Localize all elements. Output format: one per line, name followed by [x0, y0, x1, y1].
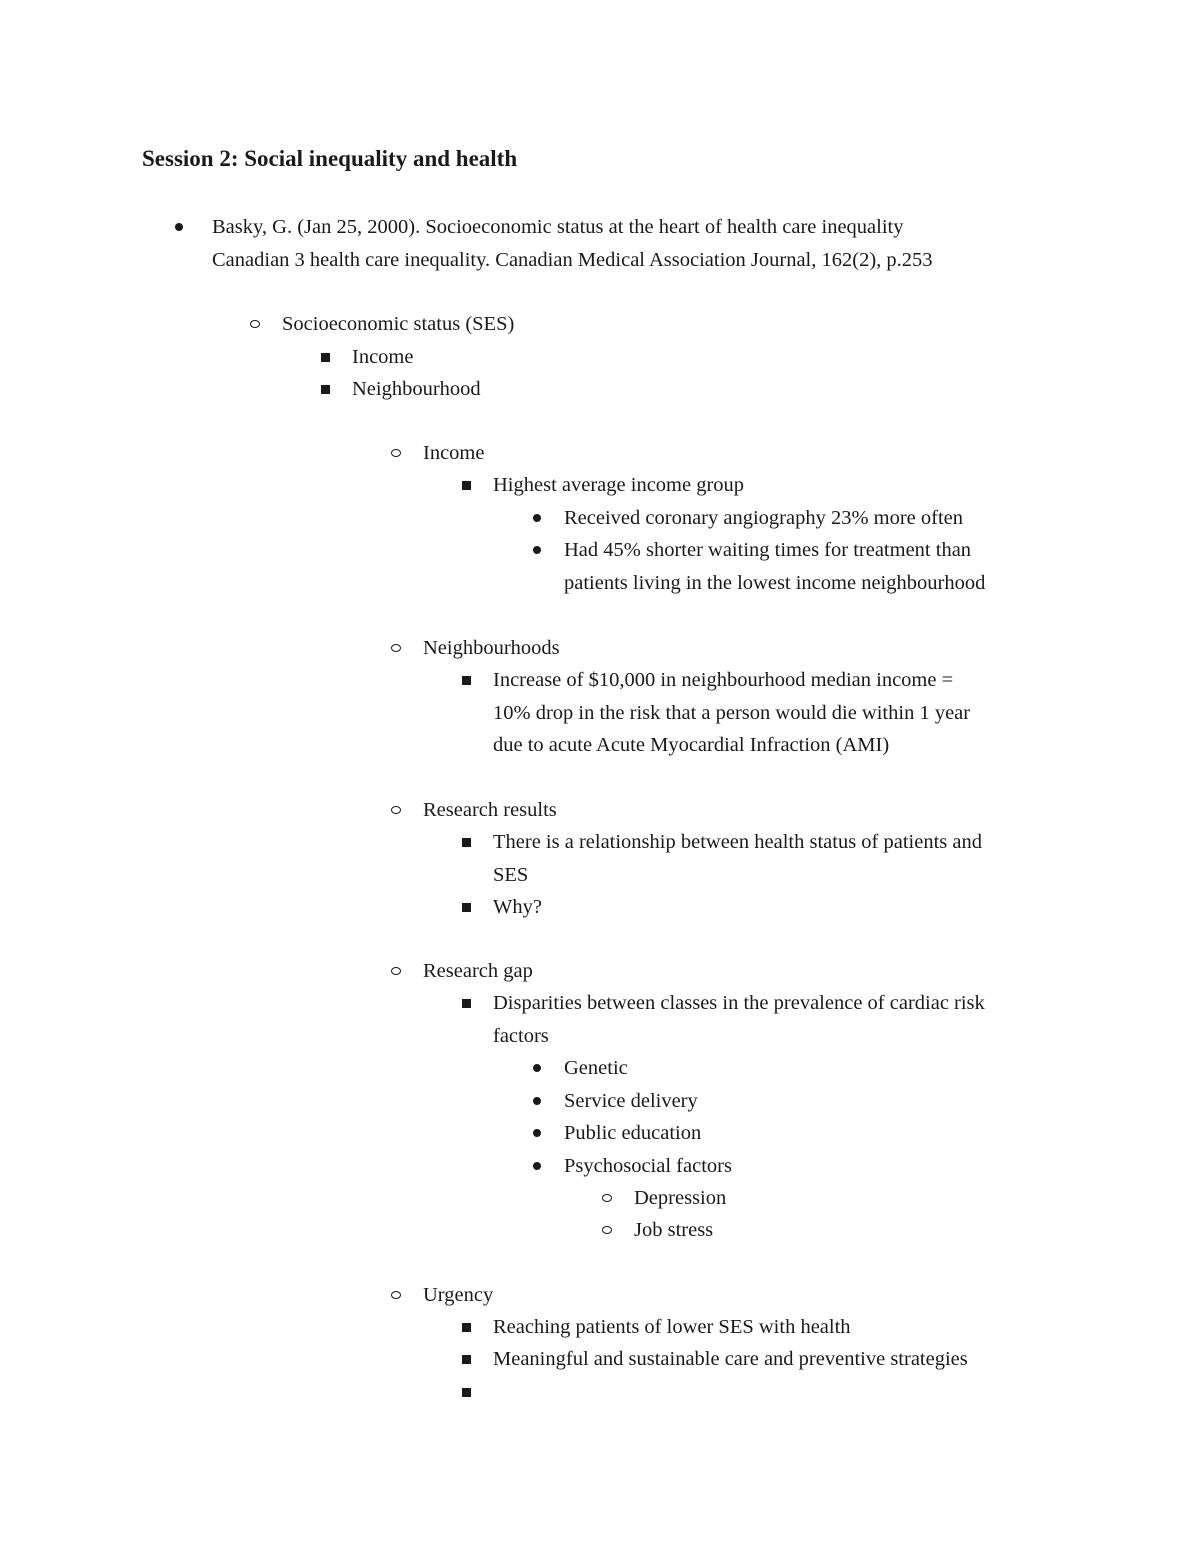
bullet-circle-icon	[389, 955, 403, 988]
neighbourhoods-item	[389, 632, 560, 665]
bullet-square-icon	[459, 987, 473, 1020]
bullet-circle-icon	[389, 1279, 403, 1312]
urgency-sub-1-text: Reaching patients of lower SES with health	[493, 1316, 851, 1338]
research-gap-sub	[459, 987, 985, 1052]
psychosocial-depression-text: Depression	[634, 1187, 727, 1209]
psychosocial-depression	[600, 1182, 726, 1215]
research-results-sub-1-line-2: SES	[493, 863, 529, 886]
factor-psychosocial-text: Psychosocial factors	[564, 1155, 732, 1177]
factor-psychosocial	[530, 1150, 732, 1183]
research-gap-label: Research gap	[423, 960, 533, 982]
ses-item	[248, 308, 514, 341]
psychosocial-job-stress	[600, 1214, 713, 1247]
bullet-square-icon	[459, 1376, 473, 1409]
neighbourhoods-line-1: Increase of $10,000 in neighbourhood median income =	[493, 669, 954, 691]
ses-neighbourhood-item	[318, 373, 481, 406]
income-label: Income	[423, 442, 485, 464]
bullet-circle-icon	[389, 632, 403, 665]
factor-public-education	[530, 1117, 701, 1150]
research-results-item	[389, 794, 557, 827]
bullet-circle-icon	[248, 308, 262, 341]
bullet-square-icon	[459, 826, 473, 859]
urgency-sub-2	[459, 1343, 968, 1376]
research-gap-sub-line-1: Disparities between classes in the prevalence of cardiac risk	[493, 992, 985, 1014]
citation-line-2: Canadian 3 health care inequality. Canadian Medical Association Journal, 162(2), p.253	[212, 248, 933, 271]
research-results-sub-1-line-1: There is a relationship between health status of patients and	[493, 831, 982, 853]
bullet-dot-icon	[172, 211, 186, 244]
psychosocial-job-stress-text: Job stress	[634, 1219, 714, 1241]
bullet-square-icon	[318, 341, 332, 374]
income-point-2-line-2: patients living in the lowest income neighbourhood	[564, 571, 986, 594]
ses-label: Socioeconomic status (SES)	[282, 313, 515, 335]
bullet-dot-icon	[530, 1052, 544, 1085]
ses-income-label: Income	[352, 346, 414, 368]
neighbourhoods-line-3: due to acute Acute Myocardial Infraction (AMI)	[493, 734, 890, 756]
research-gap-item	[389, 955, 533, 988]
research-gap-sub-line-2: factors	[493, 1024, 549, 1047]
bullet-dot-icon	[530, 502, 544, 535]
ses-income-item	[318, 341, 413, 374]
income-point-1	[530, 502, 963, 535]
research-results-sub-2-text: Why?	[493, 896, 542, 918]
neighbourhoods-line-2: 10% drop in the risk that a person would die within 1 year	[493, 701, 971, 724]
urgency-item	[389, 1279, 493, 1312]
neighbourhoods-sub-item	[459, 664, 970, 762]
urgency-sub-3	[459, 1376, 493, 1409]
income-point-1-text: Received coronary angiography 23% more often	[564, 507, 964, 529]
bullet-dot-icon	[530, 1150, 544, 1183]
bullet-dot-icon	[530, 1117, 544, 1150]
ses-neighbourhood-label: Neighbourhood	[352, 378, 481, 400]
bullet-square-icon	[459, 891, 473, 924]
bullet-square-icon	[459, 664, 473, 697]
research-results-label: Research results	[423, 799, 557, 821]
page-title	[142, 143, 517, 175]
factor-genetic-text: Genetic	[564, 1057, 628, 1079]
research-results-sub-2	[459, 891, 542, 924]
urgency-sub-1	[459, 1311, 851, 1344]
urgency-sub-2-text: Meaningful and sustainable care and preventive strategies	[493, 1348, 968, 1370]
bullet-circle-icon	[600, 1182, 614, 1215]
neighbourhoods-label: Neighbourhoods	[423, 637, 560, 659]
income-item	[389, 437, 484, 470]
bullet-square-icon	[459, 469, 473, 502]
income-point-2	[530, 534, 985, 599]
bullet-circle-icon	[600, 1214, 614, 1247]
citation-line-1: Basky, G. (Jan 25, 2000). Socioeconomic status at the heart of health care inequality	[212, 216, 904, 238]
income-point-2-line-1: Had 45% shorter waiting times for treatment than	[564, 539, 972, 561]
income-sub-item	[459, 469, 744, 502]
factor-genetic	[530, 1052, 628, 1085]
bullet-square-icon	[459, 1311, 473, 1344]
research-results-sub-1	[459, 826, 982, 891]
factor-public-education-text: Public education	[564, 1122, 702, 1144]
factor-service-delivery-text: Service delivery	[564, 1090, 698, 1112]
bullet-square-icon	[459, 1343, 473, 1376]
bullet-circle-icon	[389, 437, 403, 470]
bullet-square-icon	[318, 373, 332, 406]
citation-item	[172, 211, 933, 276]
urgency-label: Urgency	[423, 1284, 494, 1306]
session-title: Social inequality and health	[244, 146, 518, 171]
bullet-circle-icon	[389, 794, 403, 827]
income-sub-label: Highest average income group	[493, 474, 745, 496]
bullet-dot-icon	[530, 1085, 544, 1118]
factor-service-delivery	[530, 1085, 698, 1118]
bullet-dot-icon	[530, 534, 544, 567]
session-label: Session 2:	[142, 146, 239, 171]
